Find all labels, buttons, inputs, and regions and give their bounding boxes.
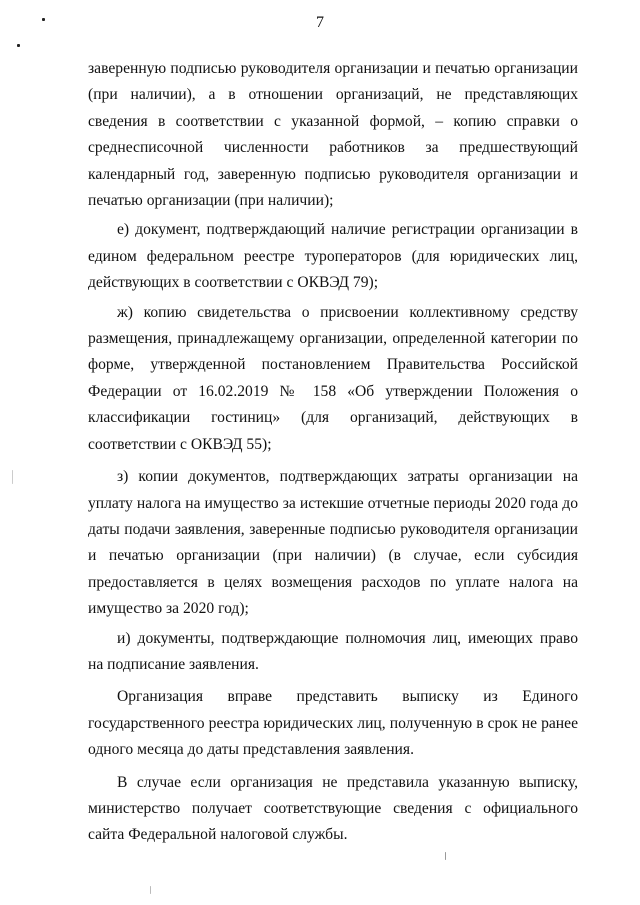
scan-speck-mark	[17, 44, 20, 47]
paragraph-extract-missing: В случае если организация не представила указанную выписку, министерство получает соответствующие сведения с официального сайта Федеральной налоговой службы.	[88, 773, 578, 844]
paragraph-item-z: з) копии документов, подтверждающих затраты организации на уплату налога на имущество за истекшие отчетные периоды 2020 года до даты подачи заявления, заверенные подписью руководителя организации и печатью организации (при наличии) (в случае, если субсидия предоставляется в целях возмещения расходов по уплате налога на имущество за 2020 год);	[88, 468, 578, 618]
page-number: 7	[316, 14, 324, 31]
document-body	[88, 56, 578, 849]
scan-speck-mark	[150, 886, 151, 894]
scan-speck-mark	[445, 852, 446, 860]
paragraph-continuation: заверенную подписью руководителя организации и печатью организации (при наличии), а в отношении организаций, не представляющих сведения в соответствии с указанной формой, – копию справки о среднесписочной численности работников за предшествующий календарный год, заверенную подписью руководителя организации и печатью организации (при наличии);	[88, 60, 578, 210]
paragraph-item-e: е) документ, подтверждающий наличие регистрации организации в едином федеральном реестре туроператоров (для юридических лиц, действующих в соответствии с ОКВЭД 79);	[88, 221, 578, 292]
paragraph-extract-right: Организация вправе представить выписку из Единого государственного реестра юридических лиц, полученную в срок не ранее одного месяца до даты представления заявления.	[88, 688, 578, 759]
scan-speck-mark	[12, 470, 13, 484]
paragraph-item-i: и) документы, подтверждающие полномочия лиц, имеющих право на подписание заявления.	[88, 629, 578, 673]
paragraph-item-zh: ж) копию свидетельства о присвоении коллективному средству размещения, принадлежащему организации, определенной категории по форме, утвержденной постановлением Правительства Российской Федерации от 16.02.2019 № 158 «Об утверждении Положения о классификации гостиниц» (для организаций, действующих в соответствии с ОКВЭД 55);	[88, 303, 578, 453]
